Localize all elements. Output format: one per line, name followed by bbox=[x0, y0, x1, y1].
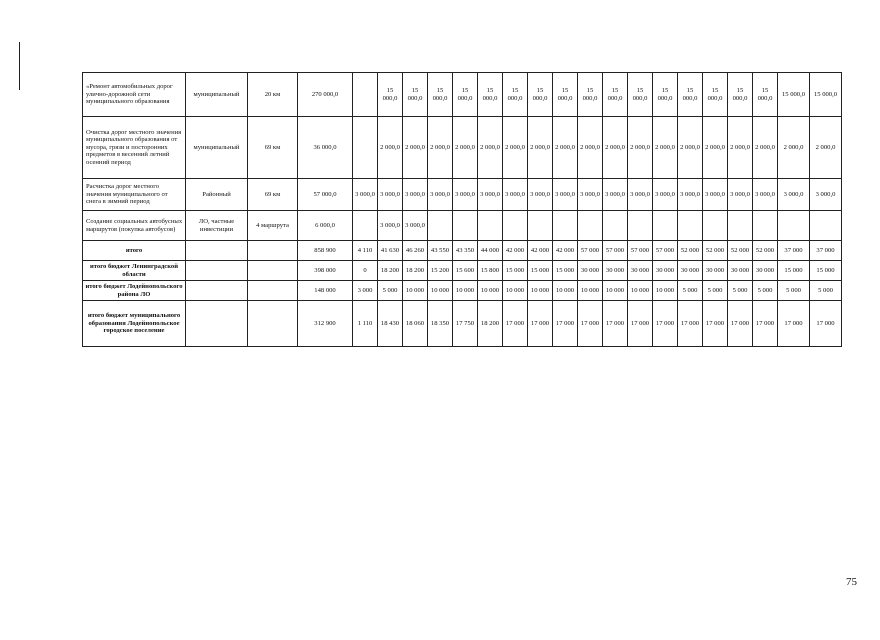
year-value-cell: 1 110 bbox=[353, 301, 378, 347]
year-value-cell bbox=[578, 211, 603, 241]
year-value-cell: 15 000,0 bbox=[428, 73, 453, 117]
year-value-cell: 15 000,0 bbox=[478, 73, 503, 117]
year-value-cell bbox=[478, 211, 503, 241]
row-name-cell: Очистка дорог местного значения муниципального образования от мусора, грязи и посторонних предметов в весенний летний осенний период bbox=[83, 117, 186, 179]
year-value-cell: 3 000 bbox=[353, 281, 378, 301]
year-value-cell: 15 000 bbox=[553, 261, 578, 281]
year-value-cell: 52 000 bbox=[703, 241, 728, 261]
total-cell: 270 000,0 bbox=[298, 73, 353, 117]
year-value-cell: 3 000,0 bbox=[353, 179, 378, 211]
volume-cell bbox=[248, 241, 298, 261]
table-row bbox=[83, 281, 842, 301]
year-value-cell: 15 000,0 bbox=[728, 73, 753, 117]
year-value-cell: 15 000,0 bbox=[603, 73, 628, 117]
total-cell: 398 000 bbox=[298, 261, 353, 281]
year-value-cell: 42 000 bbox=[528, 241, 553, 261]
year-value-cell: 57 000 bbox=[653, 241, 678, 261]
year-value-cell: 57 000 bbox=[578, 241, 603, 261]
year-value-cell: 15 000,0 bbox=[678, 73, 703, 117]
year-value-cell bbox=[753, 211, 778, 241]
year-value-cell: 15 000,0 bbox=[453, 73, 478, 117]
year-value-cell: 43 350 bbox=[453, 241, 478, 261]
year-value-cell bbox=[353, 117, 378, 179]
year-value-cell: 3 000,0 bbox=[728, 179, 753, 211]
year-value-cell: 5 000 bbox=[728, 281, 753, 301]
year-value-cell: 3 000,0 bbox=[403, 179, 428, 211]
year-value-cell: 2 000,0 bbox=[378, 117, 403, 179]
year-value-cell: 2 000,0 bbox=[810, 117, 842, 179]
margin-line bbox=[19, 42, 20, 90]
page-number: 75 bbox=[846, 576, 857, 588]
table-row bbox=[83, 301, 842, 347]
year-value-cell: 42 000 bbox=[503, 241, 528, 261]
year-value-cell: 3 000,0 bbox=[428, 179, 453, 211]
year-value-cell: 10 000 bbox=[453, 281, 478, 301]
year-value-cell: 3 000,0 bbox=[503, 179, 528, 211]
year-value-cell: 15 000,0 bbox=[553, 73, 578, 117]
year-value-cell: 2 000,0 bbox=[653, 117, 678, 179]
year-value-cell: 2 000,0 bbox=[778, 117, 810, 179]
year-value-cell: 17 000 bbox=[753, 301, 778, 347]
year-value-cell bbox=[678, 211, 703, 241]
year-value-cell: 30 000 bbox=[703, 261, 728, 281]
row-name-cell: итого бюджет Лодейнопольского района ЛО bbox=[83, 281, 186, 301]
year-value-cell: 18 200 bbox=[378, 261, 403, 281]
year-value-cell: 44 000 bbox=[478, 241, 503, 261]
year-value-cell: 3 000,0 bbox=[378, 179, 403, 211]
table-row bbox=[83, 241, 842, 261]
year-value-cell: 10 000 bbox=[478, 281, 503, 301]
year-value-cell: 2 000,0 bbox=[553, 117, 578, 179]
year-value-cell: 15 000,0 bbox=[753, 73, 778, 117]
volume-cell bbox=[248, 301, 298, 347]
volume-cell: 20 км bbox=[248, 73, 298, 117]
year-value-cell: 3 000,0 bbox=[753, 179, 778, 211]
year-value-cell: 37 000 bbox=[810, 241, 842, 261]
year-value-cell: 3 000,0 bbox=[453, 179, 478, 211]
year-value-cell: 5 000 bbox=[810, 281, 842, 301]
year-value-cell: 10 000 bbox=[528, 281, 553, 301]
year-value-cell: 3 000,0 bbox=[378, 211, 403, 241]
year-value-cell: 3 000,0 bbox=[678, 179, 703, 211]
year-value-cell: 17 750 bbox=[453, 301, 478, 347]
table-row bbox=[83, 73, 842, 117]
level-cell bbox=[186, 261, 248, 281]
year-value-cell: 15 000 bbox=[778, 261, 810, 281]
year-value-cell bbox=[528, 211, 553, 241]
row-name-cell: итого bbox=[83, 241, 186, 261]
year-value-cell bbox=[778, 211, 810, 241]
year-value-cell bbox=[810, 211, 842, 241]
year-value-cell: 3 000,0 bbox=[778, 179, 810, 211]
year-value-cell bbox=[428, 211, 453, 241]
year-value-cell: 5 000 bbox=[703, 281, 728, 301]
year-value-cell: 17 000 bbox=[653, 301, 678, 347]
year-value-cell: 52 000 bbox=[753, 241, 778, 261]
year-value-cell: 17 000 bbox=[678, 301, 703, 347]
year-value-cell: 10 000 bbox=[428, 281, 453, 301]
year-value-cell: 30 000 bbox=[653, 261, 678, 281]
total-cell: 36 000,0 bbox=[298, 117, 353, 179]
year-value-cell: 15 000,0 bbox=[578, 73, 603, 117]
year-value-cell bbox=[353, 211, 378, 241]
year-value-cell: 30 000 bbox=[753, 261, 778, 281]
year-value-cell: 2 000,0 bbox=[503, 117, 528, 179]
year-value-cell: 18 200 bbox=[478, 301, 503, 347]
year-value-cell: 2 000,0 bbox=[478, 117, 503, 179]
year-value-cell: 17 000 bbox=[810, 301, 842, 347]
year-value-cell: 2 000,0 bbox=[528, 117, 553, 179]
year-value-cell: 17 000 bbox=[728, 301, 753, 347]
year-value-cell: 2 000,0 bbox=[428, 117, 453, 179]
table-row bbox=[83, 211, 842, 241]
level-cell bbox=[186, 241, 248, 261]
volume-cell bbox=[248, 261, 298, 281]
row-name-cell: итого бюджет Ленинградской области bbox=[83, 261, 186, 281]
year-value-cell: 10 000 bbox=[578, 281, 603, 301]
year-value-cell: 2 000,0 bbox=[603, 117, 628, 179]
year-value-cell: 18 200 bbox=[403, 261, 428, 281]
table-row bbox=[83, 117, 842, 179]
row-name-cell: итого бюджет муниципального образования Лодейнопольское городское поселение bbox=[83, 301, 186, 347]
level-cell: муниципальный bbox=[186, 73, 248, 117]
year-value-cell: 18 430 bbox=[378, 301, 403, 347]
table-row bbox=[83, 179, 842, 211]
year-value-cell: 17 000 bbox=[578, 301, 603, 347]
year-value-cell bbox=[703, 211, 728, 241]
year-value-cell bbox=[728, 211, 753, 241]
level-cell: ЛО, частные инвестиции bbox=[186, 211, 248, 241]
table-row bbox=[83, 261, 842, 281]
year-value-cell: 2 000,0 bbox=[453, 117, 478, 179]
year-value-cell: 15 600 bbox=[453, 261, 478, 281]
year-value-cell: 2 000,0 bbox=[628, 117, 653, 179]
volume-cell bbox=[248, 281, 298, 301]
volume-cell: 69 км bbox=[248, 117, 298, 179]
year-value-cell: 52 000 bbox=[678, 241, 703, 261]
year-value-cell: 5 000 bbox=[678, 281, 703, 301]
year-value-cell bbox=[553, 211, 578, 241]
year-value-cell: 37 000 bbox=[778, 241, 810, 261]
year-value-cell bbox=[353, 73, 378, 117]
year-value-cell: 2 000,0 bbox=[728, 117, 753, 179]
year-value-cell: 10 000 bbox=[503, 281, 528, 301]
year-value-cell: 41 630 bbox=[378, 241, 403, 261]
total-cell: 57 000,0 bbox=[298, 179, 353, 211]
year-value-cell: 15 000 bbox=[810, 261, 842, 281]
year-value-cell: 15 000,0 bbox=[810, 73, 842, 117]
total-cell: 6 000,0 bbox=[298, 211, 353, 241]
level-cell: муниципальный bbox=[186, 117, 248, 179]
year-value-cell: 30 000 bbox=[628, 261, 653, 281]
row-name-cell: «Ремонт автомобильных дорог улично-дорожной сети муниципального образования bbox=[83, 73, 186, 117]
year-value-cell: 3 000,0 bbox=[478, 179, 503, 211]
total-cell: 312 900 bbox=[298, 301, 353, 347]
year-value-cell: 4 110 bbox=[353, 241, 378, 261]
year-value-cell: 30 000 bbox=[603, 261, 628, 281]
year-value-cell: 57 000 bbox=[603, 241, 628, 261]
year-value-cell: 15 000,0 bbox=[653, 73, 678, 117]
year-value-cell: 10 000 bbox=[628, 281, 653, 301]
year-value-cell bbox=[603, 211, 628, 241]
year-value-cell: 30 000 bbox=[728, 261, 753, 281]
year-value-cell: 46 260 bbox=[403, 241, 428, 261]
year-value-cell: 17 000 bbox=[553, 301, 578, 347]
year-value-cell: 15 000,0 bbox=[503, 73, 528, 117]
year-value-cell: 17 000 bbox=[603, 301, 628, 347]
year-value-cell: 30 000 bbox=[578, 261, 603, 281]
year-value-cell: 0 bbox=[353, 261, 378, 281]
year-value-cell: 52 000 bbox=[728, 241, 753, 261]
year-value-cell: 15 000,0 bbox=[403, 73, 428, 117]
year-value-cell: 15 000,0 bbox=[378, 73, 403, 117]
year-value-cell: 3 000,0 bbox=[653, 179, 678, 211]
year-value-cell: 15 000 bbox=[503, 261, 528, 281]
year-value-cell: 3 000,0 bbox=[528, 179, 553, 211]
year-value-cell: 30 000 bbox=[678, 261, 703, 281]
year-value-cell: 3 000,0 bbox=[603, 179, 628, 211]
total-cell: 858 900 bbox=[298, 241, 353, 261]
year-value-cell: 3 000,0 bbox=[403, 211, 428, 241]
year-value-cell: 15 800 bbox=[478, 261, 503, 281]
year-value-cell bbox=[628, 211, 653, 241]
year-value-cell: 5 000 bbox=[378, 281, 403, 301]
year-value-cell: 15 000,0 bbox=[628, 73, 653, 117]
year-value-cell: 15 000,0 bbox=[528, 73, 553, 117]
year-value-cell: 15 000 bbox=[528, 261, 553, 281]
year-value-cell: 17 000 bbox=[628, 301, 653, 347]
total-cell: 148 000 bbox=[298, 281, 353, 301]
year-value-cell: 2 000,0 bbox=[753, 117, 778, 179]
row-name-cell: Создание социальных автобусных маршрутов (покупка автобусов) bbox=[83, 211, 186, 241]
year-value-cell: 3 000,0 bbox=[578, 179, 603, 211]
level-cell bbox=[186, 301, 248, 347]
year-value-cell: 2 000,0 bbox=[703, 117, 728, 179]
year-value-cell: 18 350 bbox=[428, 301, 453, 347]
year-value-cell: 15 000,0 bbox=[703, 73, 728, 117]
year-value-cell bbox=[453, 211, 478, 241]
year-value-cell: 3 000,0 bbox=[553, 179, 578, 211]
year-value-cell: 42 000 bbox=[553, 241, 578, 261]
budget-table bbox=[82, 72, 842, 347]
year-value-cell: 10 000 bbox=[553, 281, 578, 301]
year-value-cell: 17 000 bbox=[778, 301, 810, 347]
year-value-cell: 3 000,0 bbox=[628, 179, 653, 211]
volume-cell: 4 маршрута bbox=[248, 211, 298, 241]
year-value-cell: 10 000 bbox=[603, 281, 628, 301]
year-value-cell: 10 000 bbox=[653, 281, 678, 301]
year-value-cell: 2 000,0 bbox=[678, 117, 703, 179]
year-value-cell: 2 000,0 bbox=[578, 117, 603, 179]
year-value-cell: 15 200 bbox=[428, 261, 453, 281]
year-value-cell: 17 000 bbox=[703, 301, 728, 347]
year-value-cell: 43 550 bbox=[428, 241, 453, 261]
year-value-cell: 5 000 bbox=[778, 281, 810, 301]
volume-cell: 69 км bbox=[248, 179, 298, 211]
year-value-cell: 18 060 bbox=[403, 301, 428, 347]
year-value-cell: 17 000 bbox=[503, 301, 528, 347]
year-value-cell: 10 000 bbox=[403, 281, 428, 301]
year-value-cell: 2 000,0 bbox=[403, 117, 428, 179]
row-name-cell: Расчистка дорог местного значения муниципального от снега в зимний период bbox=[83, 179, 186, 211]
year-value-cell: 3 000,0 bbox=[703, 179, 728, 211]
year-value-cell: 57 000 bbox=[628, 241, 653, 261]
year-value-cell bbox=[653, 211, 678, 241]
year-value-cell bbox=[503, 211, 528, 241]
year-value-cell: 5 000 bbox=[753, 281, 778, 301]
level-cell bbox=[186, 281, 248, 301]
level-cell: Районный bbox=[186, 179, 248, 211]
year-value-cell: 17 000 bbox=[528, 301, 553, 347]
year-value-cell: 3 000,0 bbox=[810, 179, 842, 211]
year-value-cell: 15 000,0 bbox=[778, 73, 810, 117]
